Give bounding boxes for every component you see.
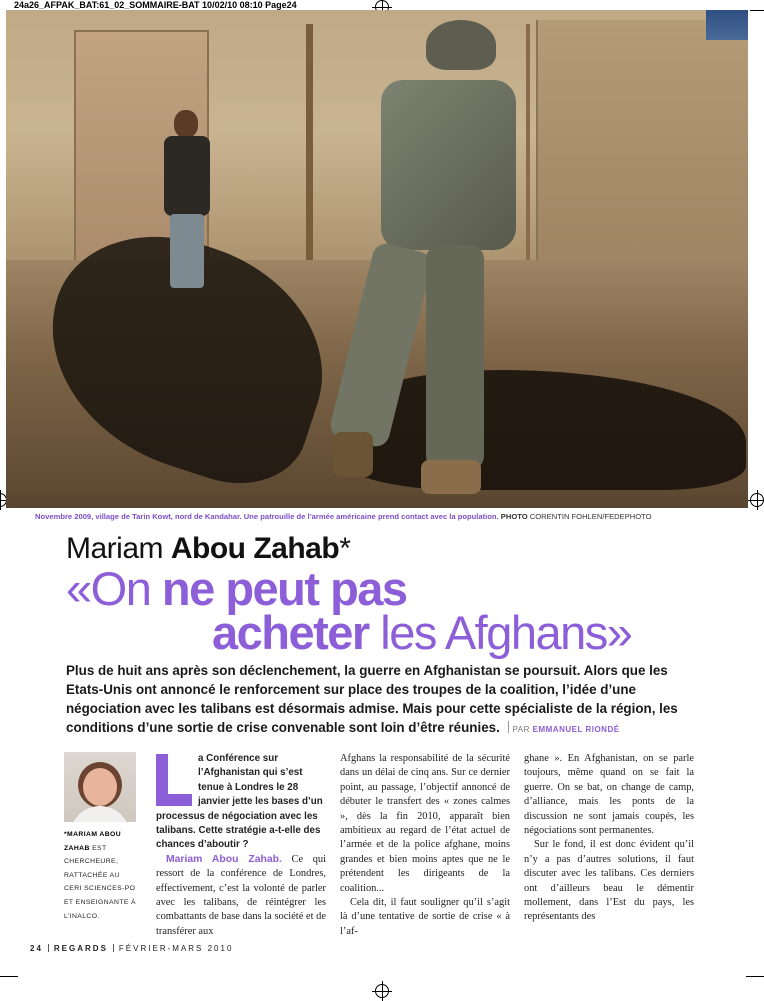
interviewee-name bbox=[66, 532, 350, 566]
name-last: Abou Zahab bbox=[170, 532, 340, 565]
headline-line-2 bbox=[212, 606, 631, 660]
column-1 bbox=[156, 752, 326, 939]
photo-caption bbox=[35, 512, 735, 521]
interview-answer bbox=[156, 853, 326, 939]
page-footer bbox=[30, 944, 233, 953]
standfirst bbox=[66, 661, 706, 739]
photo-pole bbox=[306, 24, 313, 294]
page-number: 24 bbox=[30, 944, 43, 953]
photo-wall-right bbox=[536, 20, 748, 270]
crop-mark bbox=[746, 976, 764, 977]
quote-close: les Afghans» bbox=[368, 606, 632, 659]
interviewee-portrait bbox=[64, 752, 136, 822]
column-2-paragraph-2: Cela dit, il faut souligner qu’il s’agit là d’une tentative de sortie de crise « à l’af- bbox=[340, 897, 510, 937]
quote-bold-2: acheter bbox=[212, 606, 369, 659]
column-2-paragraph-1: Afghans la responsabilité de la sécurité dans un délai de cinq ans. Sur ce dernier point, au passage, l’objectif annoncé de débuter le transfert des « zones calmes », dès la fin 2010, apparaît bien ambitieux au regard de l’état actuel de l’armée et de la police afghane, moins grandes et bien moins aptes que ne le prétendent les dirigeants de la coalition... bbox=[340, 753, 510, 894]
byline bbox=[513, 725, 620, 734]
name-asterisk: * bbox=[339, 532, 351, 565]
print-slug: 24a26_AFPAK_BAT:61_02_SOMMAIRE-BAT 10/02/10 08:10 Page24 bbox=[14, 0, 297, 10]
crop-mark bbox=[0, 976, 18, 977]
photo-credit: CORENTIN FOHLEN/FEDEPHOTO bbox=[529, 512, 652, 521]
bio-text: EST CHERCHEURE, RATTACHÉE AU CERI SCIENCES-PO ET ENSEIGNANTE À L’INALCO. bbox=[64, 844, 136, 920]
hero-photo bbox=[6, 10, 748, 508]
photo-child-figure bbox=[156, 110, 216, 290]
drop-cap-L bbox=[156, 754, 192, 806]
registration-mark-bottom bbox=[375, 984, 389, 998]
registration-mark-right bbox=[750, 493, 764, 507]
magazine-name: REGARDS bbox=[53, 944, 108, 953]
caption-text: Novembre 2009, village de Tarin Kowt, nord de Kandahar. Une patrouille de l’armée américaine prend contact avec la population. bbox=[35, 512, 499, 521]
photo-sky-strip bbox=[706, 10, 748, 40]
name-first: Mariam bbox=[66, 532, 164, 565]
column-3 bbox=[524, 752, 694, 925]
quote-bold-1: ne peut pas bbox=[161, 562, 407, 615]
answer-text: Ce qui ressort de la conférence de Londres, effectivement, c’est la volonté de parler avec les talibans, de réintégrer les combattants de base dans la société et de transférer aux bbox=[156, 853, 326, 937]
issue-date: FÉVRIER-MARS 2010 bbox=[118, 944, 234, 953]
byline-label: PAR bbox=[512, 725, 530, 734]
byline-author: EMMANUEL RIONDÉ bbox=[532, 725, 620, 734]
interviewee-bio bbox=[64, 828, 140, 923]
interview-question: a Conférence sur l’Afghanistan qui s’est tenue à Londres le 28 janvier jette les bases d’un processus de négociation avec les talibans. Cette stratégie a-t-elle des chances d’aboutir ? bbox=[156, 753, 323, 851]
bio-name: *MARIAM ABOU ZAHAB bbox=[64, 831, 122, 852]
standfirst-text: Plus de huit ans après son déclenchement, la guerre en Afghanistan se poursuit. Alors que les Etats-Unis ont annoncé le renforcement sur place des troupes de la coalition, l’idée d’une négociation avec les talibans est désormais admise. Mais pour cette spécialiste de la région, les conditions d’une sortie de crise convenable sont loin d’être réunies. bbox=[66, 663, 678, 735]
column-3-paragraph-2: Sur le fond, il est donc évident qu’il n’y a pas d’autres solutions, il faut discuter avec les talibans. Ces derniers ont d’ailleurs beau le démentir mollement, dans l’Est du pays, les représentants des bbox=[524, 839, 694, 923]
author-sidebar bbox=[64, 752, 146, 923]
column-3-paragraph-1: ghane ». En Afghanistan, on se parle toujours, même quand on se fait la guerre. On se bat, on change de camp, d’alliance, mais les ponts de la discussion ne sont jamais coupés, les négociations sont permanentes. bbox=[524, 753, 694, 837]
quote-open: «On bbox=[66, 562, 162, 615]
photo-soldier-figure bbox=[331, 20, 531, 490]
column-2 bbox=[340, 752, 510, 939]
crop-mark bbox=[750, 10, 764, 11]
answer-speaker: Mariam Abou Zahab. bbox=[166, 853, 282, 865]
byline-divider bbox=[508, 721, 509, 733]
photo-label: PHOTO bbox=[500, 512, 528, 521]
